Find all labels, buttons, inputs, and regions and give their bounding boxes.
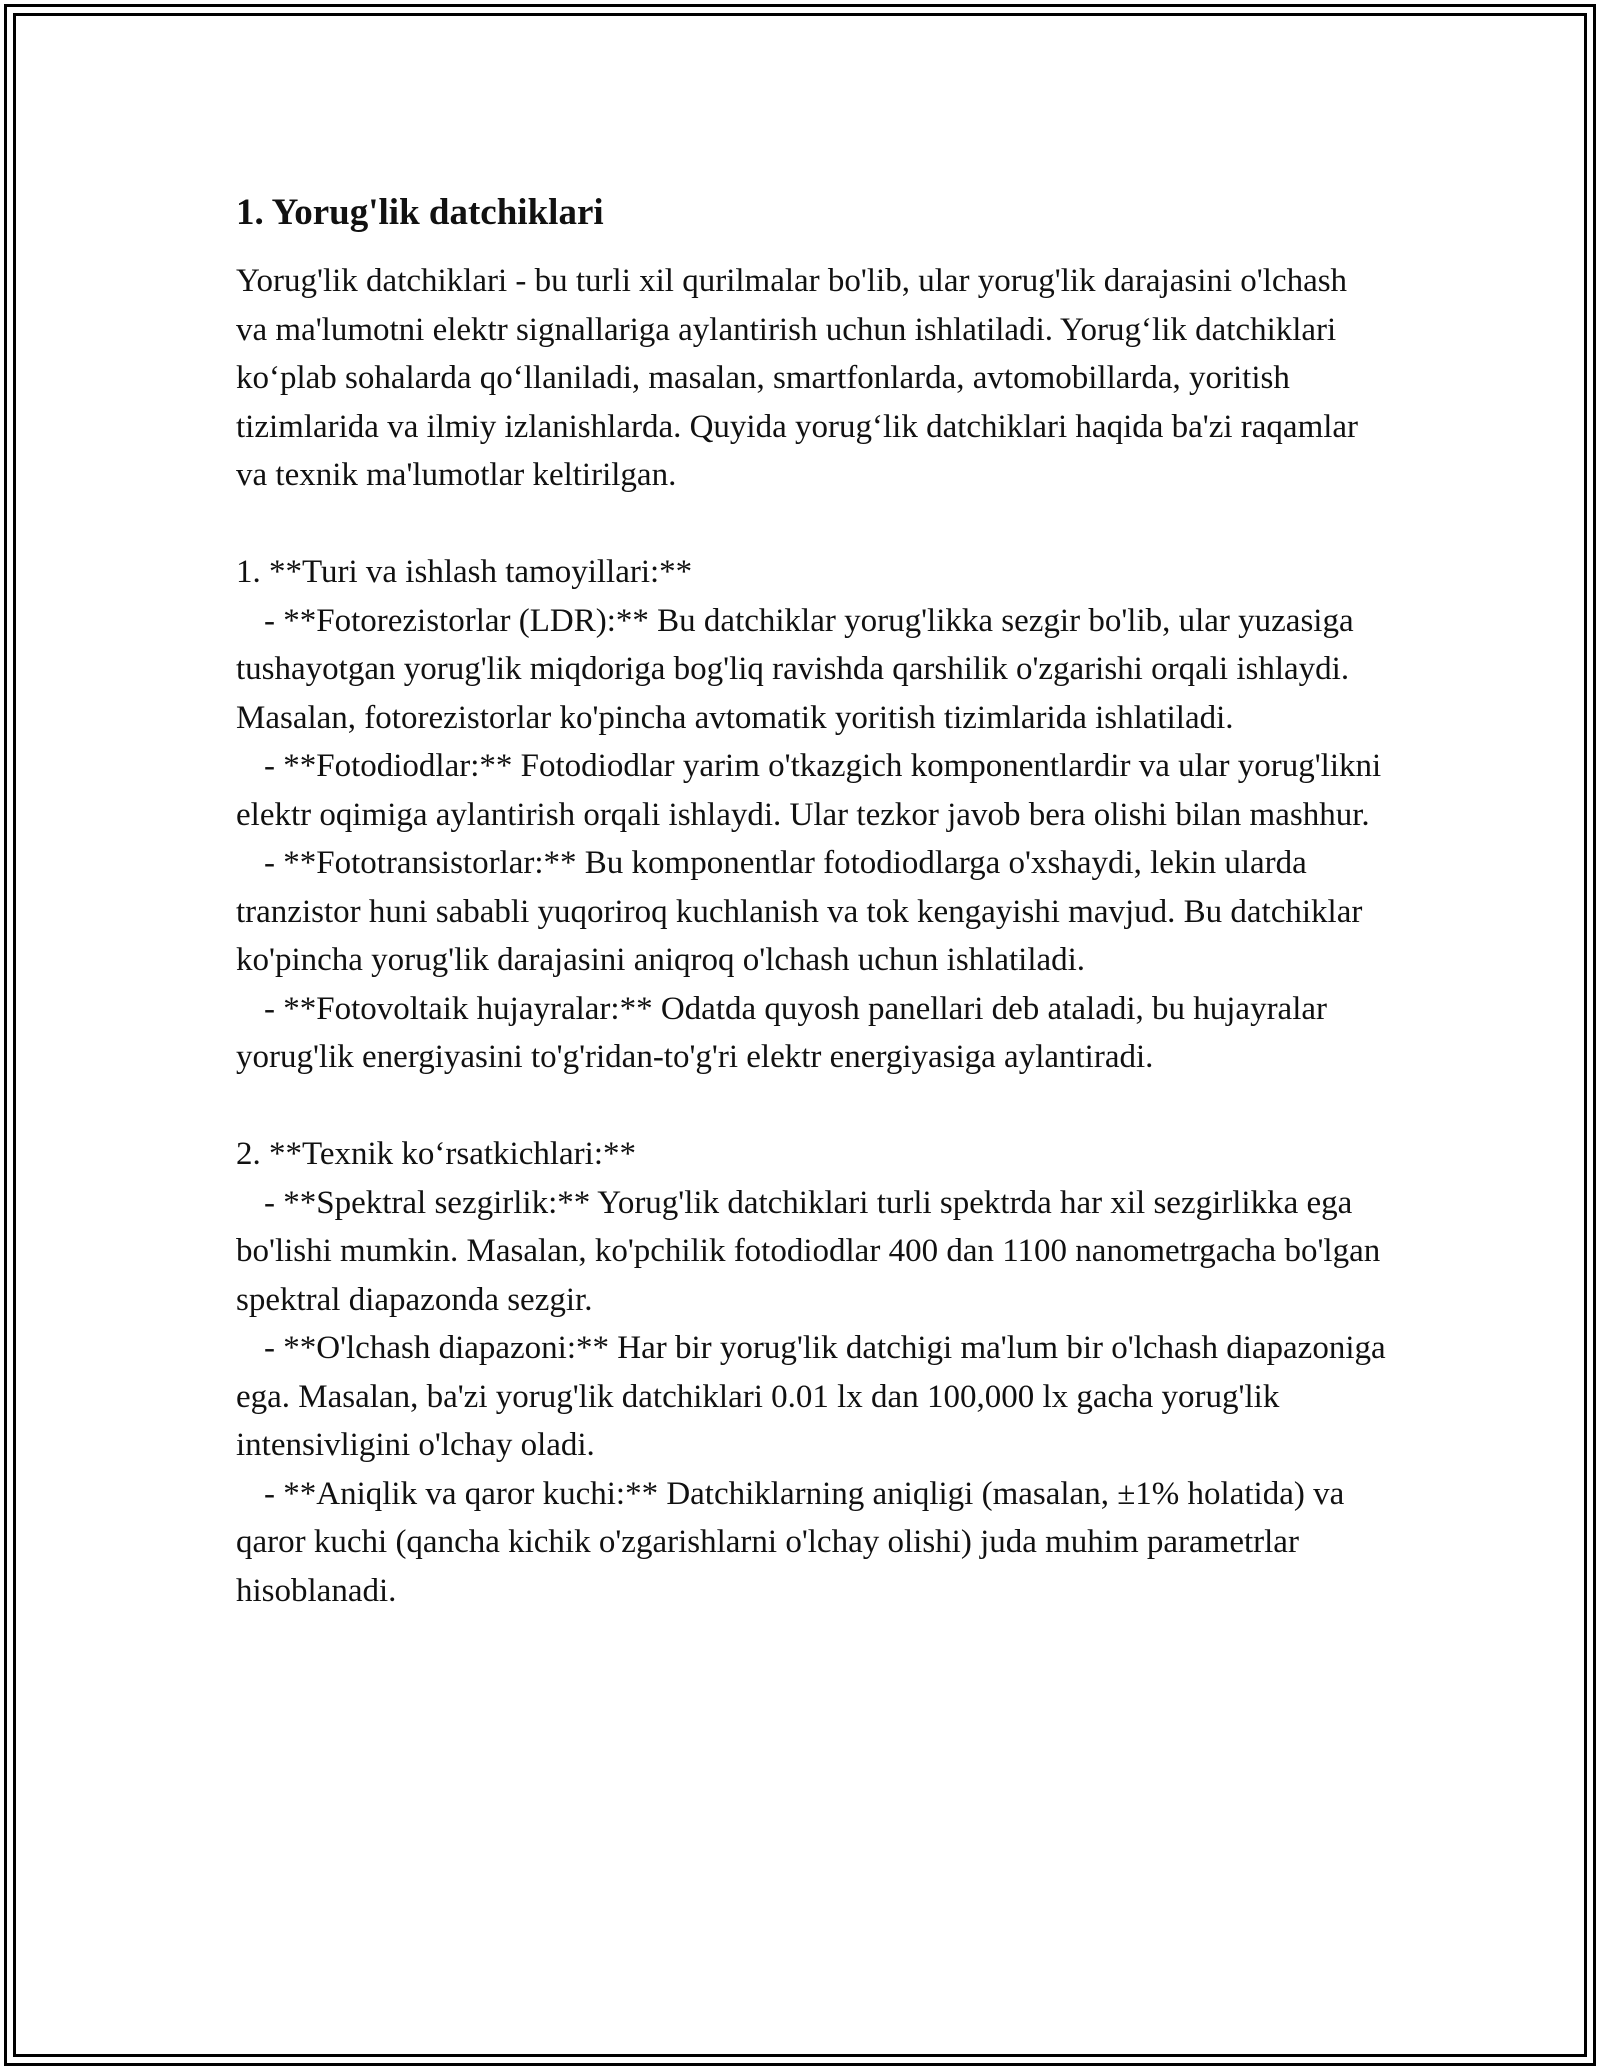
section-2-item-range [236, 1324, 1386, 1470]
item-text: - **Spektral sezgirlik:** Yorug'lik datchiklari turli spektrda har xil sezgirlikka ega bo'lishi mumkin. Masalan, ko'pchilik fotodiodlar 400 dan 1100 nanometrgacha bo'lgan spektral diapazonda sezgir. [236, 1184, 1381, 1318]
section-1-item-ldr [236, 597, 1386, 743]
paragraph-spacer [236, 500, 1386, 549]
item-text: - **Fotorezistorlar (LDR):** Bu datchiklar yorug'likka sezgir bo'lib, ular yuzasiga tushayotgan yorug'lik miqdoriga bog'liq ravishda qarshilik o'zgarishi orqali ishlaydi. Masalan, fotorezistorlar ko'pincha avtomatik yoritish tizimlarida ishlatiladi. [236, 602, 1354, 736]
item-text: - **O'lchash diapazoni:** Har bir yorug'lik datchigi ma'lum bir o'lchash diapazoniga ega. Masalan, ba'zi yorug'lik datchiklari 0.01 lx dan 100,000 lx gacha yorug'lik intensivligini o'lchay oladi. [236, 1330, 1386, 1463]
section-2-heading: 2. **Texnik ko‘rsatkichlari:** [236, 1136, 637, 1172]
section-1-item-photovoltaic [236, 985, 1386, 1082]
section-1-item-photodiode [236, 742, 1386, 839]
item-text: - **Fotovoltaik hujayralar:** Odatda quyosh panellari deb ataladi, bu hujayralar yorug'lik energiyasini to'g'ridan-to'g'ri elektr energiyasiga aylantiradi. [236, 990, 1328, 1075]
section-2-item-accuracy [236, 1470, 1386, 1616]
paragraph-spacer [236, 1082, 1386, 1131]
item-text: - **Fotodiodlar:** Fotodiodlar yarim o'tkazgich komponentlardir va ular yorug'likni elektr oqimiga aylantirish orqali ishlaydi. Ular tezkor javob bera olishi bilan mashhur. [236, 748, 1382, 833]
section-1-item-phototransistor [236, 839, 1386, 985]
item-text: - **Aniqlik va qaror kuchi:** Datchiklarning aniqligi (masalan, ±1% holatida) va qaror kuchi (qancha kichik o'zgarishlarni o'lchay olishi) juda muhim parametrlar hisoblanadi. [236, 1475, 1345, 1609]
document-body [236, 185, 1386, 1615]
section-1-heading: 1. **Turi va ishlash tamoyillari:** [236, 554, 693, 590]
document-title: 1. Yorug'lik datchiklari [236, 192, 604, 233]
item-text: - **Fototransistorlar:** Bu komponentlar fotodiodlarga o'xshaydi, lekin ularda tranzistor huni sababli yuqoriroq kuchlanish va tok kengayishi mavjud. Bu datchiklar ko'pincha yorug'lik darajasini aniqroq o'lchash uchun ishlatiladi. [236, 845, 1363, 978]
section-2-item-spectral [236, 1179, 1386, 1325]
intro-paragraph: Yorug'lik datchiklari - bu turli xil qurilmalar bo'lib, ular yorug'lik darajasini o'lchash va ma'lumotni elektr signallariga aylantirish uchun ishlatiladi. Yorug‘lik datchiklari ko‘plab sohalarda qo‘llaniladi, masalan, smartfonlarda, avtomobillarda, yoritish tizimlarida va ilmiy izlanishlarda. Quyida yorug‘lik datchiklari haqida ba'zi raqamlar va texnik ma'lumotlar keltirilgan. [236, 263, 1359, 493]
